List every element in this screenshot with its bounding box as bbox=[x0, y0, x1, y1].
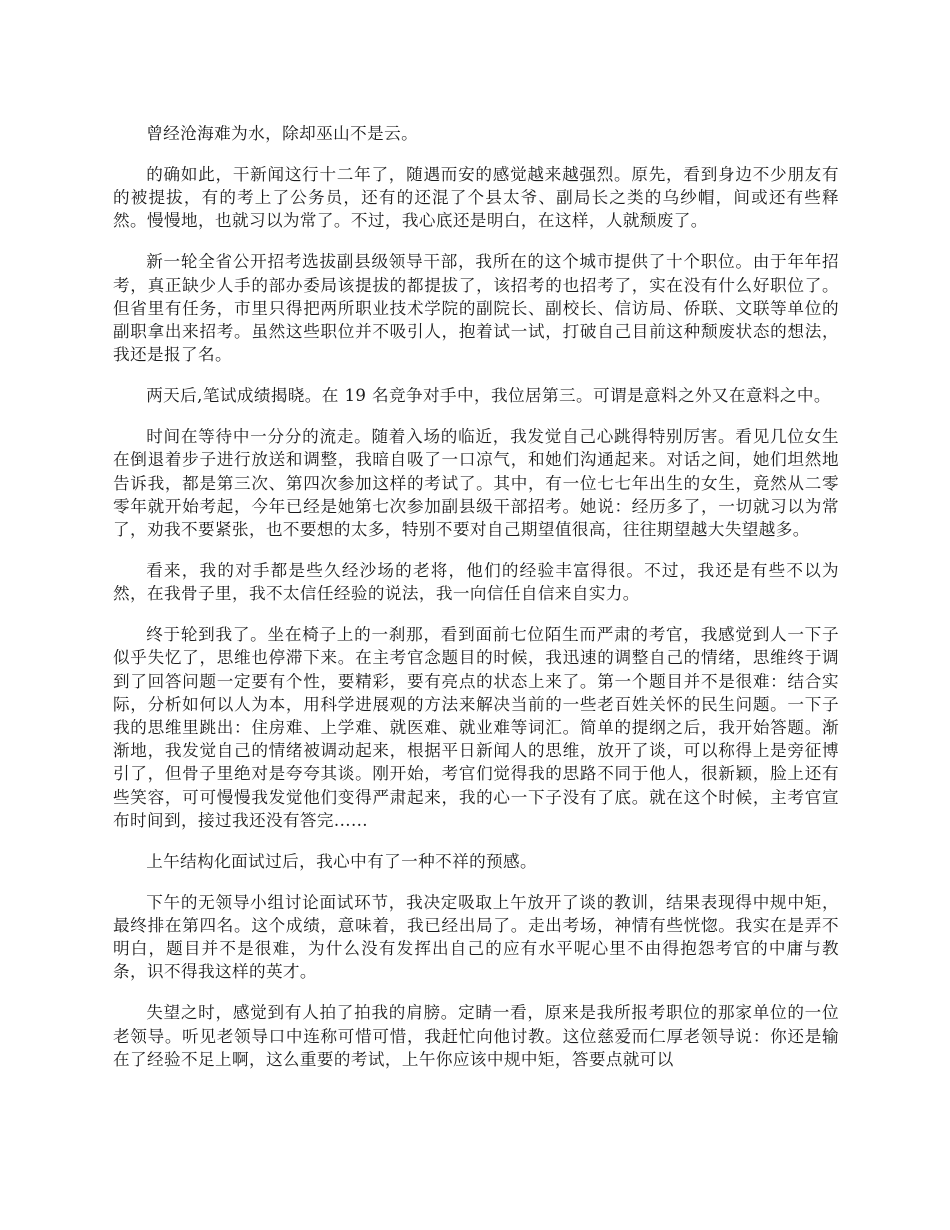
paragraph-2: 的确如此，干新闻这行十二年了，随遇而安的感觉越来越强烈。原先，看到身边不少朋友有的被提拔，有的考上了公务员，还有的还混了个县太爷、副局长之类的乌纱帽，间或还有些释然。慢慢地，也就习以为常了。不过，我心底还是明白，在这样，人就颓废了。 bbox=[113, 165, 839, 231]
paragraph-1: 曾经沧海难为水，除却巫山不是云。 bbox=[146, 124, 419, 143]
paragraph-10: 失望之时，感觉到有人拍了拍我的肩膀。定睛一看，原来是我所报考职位的那家单位的一位老领导。听见老领导口中连称可惜可惜，我赶忙向他讨教。这位慈爱而仁厚老领导说：你还是输在了经验不足上啊，这么重要的考试，上午你应该中规中矩，答要点就可以 bbox=[113, 1003, 839, 1069]
paragraph-4: 两天后,笔试成绩揭晓。在 19 名竞争对手中，我位居第三。可谓是意料之外又在意料之中。 bbox=[146, 386, 831, 406]
paragraph-9: 下午的无领导小组讨论面试环节，我决定吸取上午放开了谈的教训，结果表现得中规中矩，最终排在第四名。这个成绩，意味着，我已经出局了。走出考场，神情有些恍惚。我实在是弄不明白，题目并不是很难，为什么没有发挥出自己的应有水平呢心里不由得抱怨考官的中庸与教条，识不得我这样的英才。 bbox=[113, 892, 839, 982]
paragraph-5: 时间在等待中一分分的流走。随着入场的临近，我发觉自己心跳得特别厉害。看见几位女生在倒退着步子进行放送和调整，我暗自吸了一口凉气，和她们沟通起来。对话之间，她们坦然地告诉我，都是第三次、第四次参加这样的考试了。其中，有一位七七年出生的女生，竟然从二零零年就开始考起，今年已经是她第七次参加副县级干部招考。她说：经历多了，一切就习以为常了，劝我不要紧张，也不要想的太多，特别不要对自己期望值很高，往往期望越大失望越多。 bbox=[113, 427, 839, 540]
paragraph-3: 新一轮全省公开招考选拔副县级领导干部，我所在的这个城市提供了十个职位。由于年年招考，真正缺少人手的部办委局该提拔的都提拔了，该招考的也招考了，实在没有什么好职位了。但省里有任务，市里只得把两所职业技术学院的副院长、副校长、信访局、侨联、文联等单位的副职拿出来招考。虽然这些职位并不吸引人，抱着试一试，打破自己目前这种颓废状态的想法，我还是报了名。 bbox=[113, 252, 839, 365]
paragraph-6: 看来，我的对手都是些久经沙场的老将，他们的经验丰富得很。不过，我还是有些不以为然，在我骨子里，我不太信任经验的说法，我一向信任自信来自实力。 bbox=[113, 561, 839, 604]
document-body bbox=[113, 122, 839, 1089]
paragraph-8: 上午结构化面试过后，我心中有了一种不祥的预感。 bbox=[146, 851, 538, 871]
paragraph-7: 终于轮到我了。坐在椅子上的一刹那，看到面前七位陌生而严肃的考官，我感觉到人一下子似乎失忆了，思维也停滞下来。在主考官念题目的时候，我迅速的调整自己的情绪，思维终于调到了回答问题一定要有个性，要精彩，要有亮点的状态上来了。第一个题目并不是很难：结合实际，分析如何以人为本，用科学进展观的方法来解决当前的一些老百姓关怀的民生问题。一下子我的思维里跳出：住房难、上学难、就医难、就业难等词汇。简单的提纲之后，我开始答题。渐渐地，我发觉自己的情绪被调动起来，根据平日新闻人的思维，放开了谈，可以称得上是旁征博引了，但骨子里绝对是夸夸其谈。刚开始，考官们觉得我的思路不同于他人，很新颖，脸上还有些笑容，可可慢慢我发觉他们变得严肃起来，我的心一下子没有了底。就在这个时候，主考官宣布时间到，接过我还没有答完...... bbox=[113, 625, 839, 830]
